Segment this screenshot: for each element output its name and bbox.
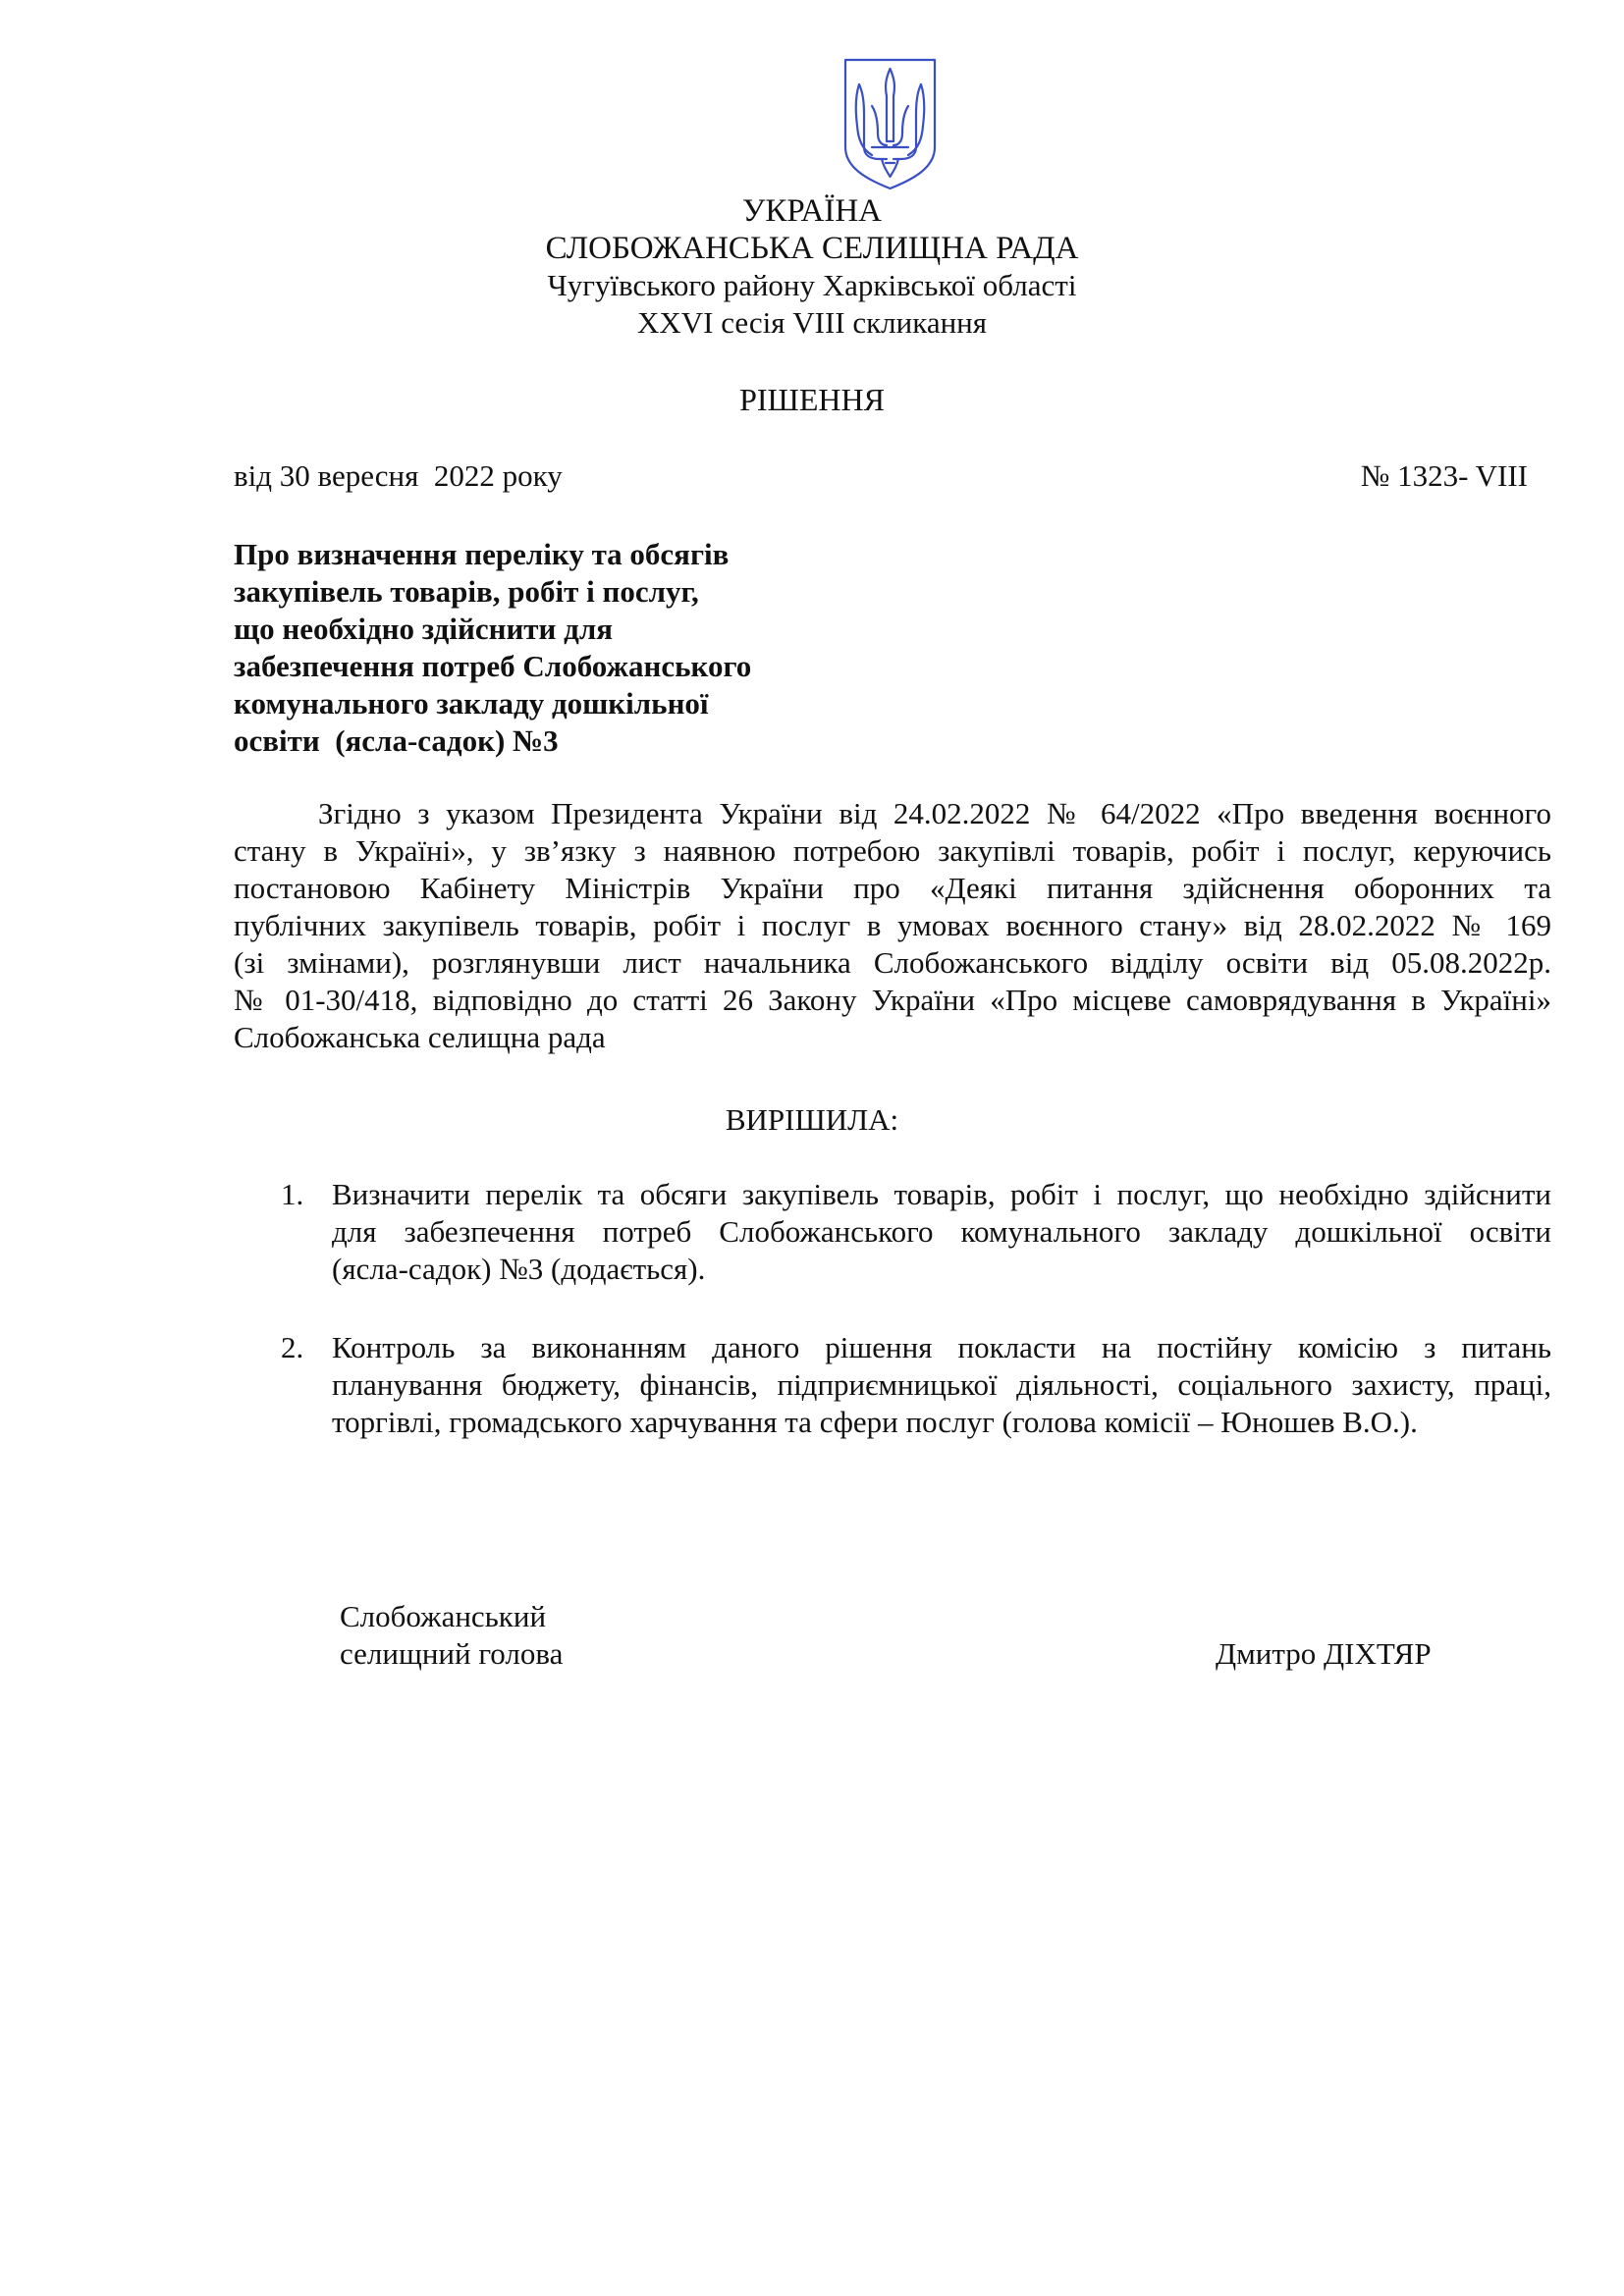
subject-line: закупівель товарів, робіт і послуг, <box>234 574 699 609</box>
subject-line: освіти (ясла-садок) №3 <box>234 723 559 758</box>
decision-line: планування бюджету, фінансів, підприємницької діяльності, соціального захисту, праці, <box>332 1367 1551 1402</box>
preamble-line: постановою Кабінету Міністрів України про «Деякі питання здійснення оборонних та <box>234 871 1551 905</box>
decision-line: торгівлі, громадського харчування та сфери послуг (голова комісії – Юношев В.О.). <box>332 1405 1418 1439</box>
preamble-line: № 01-30/418, відповідно до статті 26 Закону України «Про місцеве самоврядування в Україні» <box>234 983 1551 1017</box>
decision-line: (ясла-садок) №3 (додається). <box>332 1252 706 1286</box>
subject-line: Про визначення переліку та обсягів <box>234 537 730 571</box>
resolved-heading: ВИРІШИЛА: <box>725 1102 899 1137</box>
preamble-line: стану в Україні», у зв’язку з наявною потребою закупівлі товарів, робіт і послуг, керуючись <box>234 833 1551 868</box>
decision-subject <box>234 536 862 760</box>
preamble-line: Слобожанська селищна рада <box>234 1020 606 1054</box>
trident-coat-of-arms-icon <box>842 57 938 190</box>
decision-date: від 30 вересня 2022 року <box>234 458 563 493</box>
district-subtitle: Чугуївського району Харківської області <box>547 268 1077 302</box>
preamble-paragraph <box>234 795 1551 1056</box>
decision-item-text <box>332 1176 1551 1288</box>
preamble-line: Згідно з указом Президента України від 24.02.2022 № 64/2022 «Про введення воєнного <box>318 796 1551 830</box>
preamble-line: (зі змінами), розглянувши лист начальника Слобожанського відділу освіти від 05.08.2022р. <box>234 945 1551 980</box>
signatory-name: Дмитро ДІХТЯР <box>1216 1636 1432 1671</box>
decision-item-number: 2. <box>281 1330 304 1364</box>
subject-line: комунального закладу дошкільної <box>234 686 709 721</box>
signatory-title-line: Слобожанський <box>340 1599 547 1633</box>
decision-number: № 1323- VIII <box>1360 458 1528 493</box>
decision-line: для забезпечення потреб Слобожанського комунального закладу дошкільної освіти <box>332 1214 1551 1249</box>
preamble-line: публічних закупівель товарів, робіт і послуг в умовах воєнного стану» від 28.02.2022 № 169 <box>234 908 1551 942</box>
council-title: СЛОБОЖАНСЬКА СЕЛИЩНА РАДА <box>545 231 1079 266</box>
document-type-title: РІШЕННЯ <box>739 382 885 417</box>
decision-line: Визначити перелік та обсяги закупівель товарів, робіт і послуг, що необхідно здійснити <box>332 1177 1551 1211</box>
signatory-title-line: селищний голова <box>340 1636 564 1671</box>
decision-item <box>234 1329 1551 1447</box>
signatory-title <box>340 1598 563 1673</box>
decision-line: Контроль за виконанням даного рішення покласти на постійну комісію з питань <box>332 1330 1551 1364</box>
decision-item <box>234 1176 1551 1294</box>
subject-line: забезпечення потреб Слобожанського <box>234 649 752 683</box>
subject-line: що необхідно здійснити для <box>234 612 613 646</box>
decision-item-text <box>332 1329 1551 1441</box>
session-subtitle: XXVI сесія VIII скликання <box>636 305 988 340</box>
decision-item-number: 1. <box>281 1177 304 1211</box>
country-title: УКРАЇНА <box>742 193 882 229</box>
